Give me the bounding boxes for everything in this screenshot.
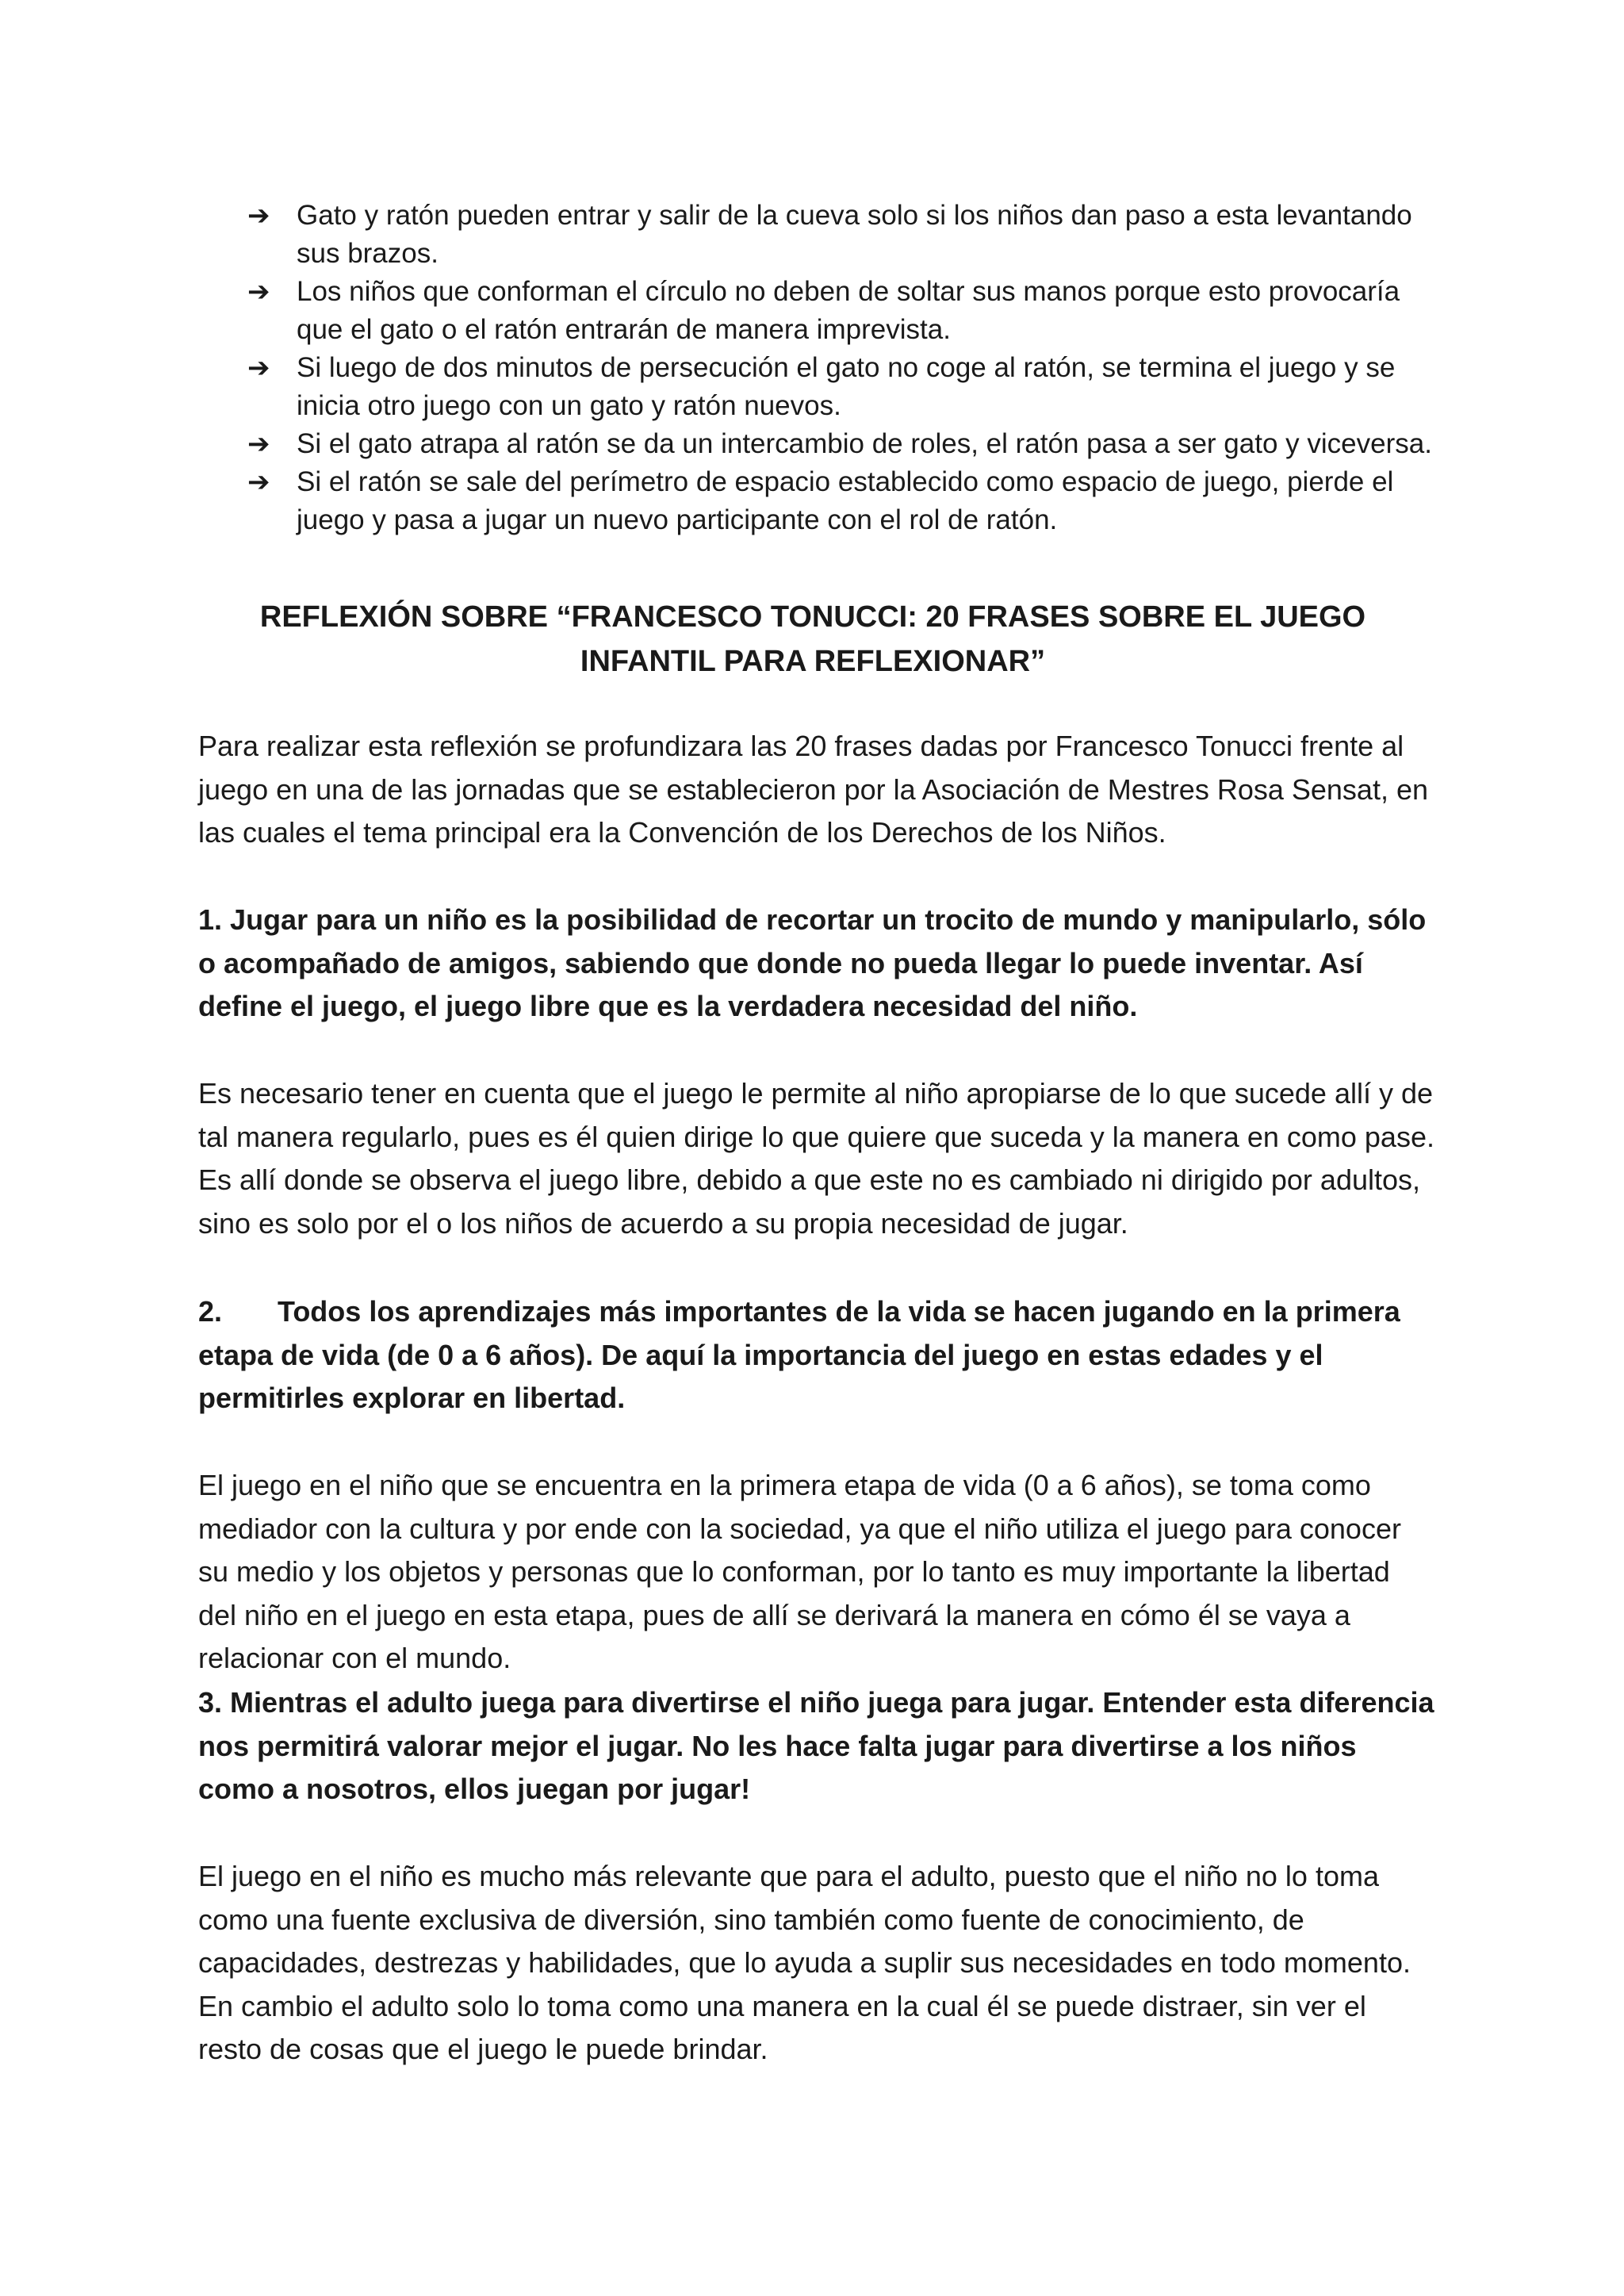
list-item-text: Si el ratón se sale del perímetro de espacio establecido como espacio de juego, pierde el juego y pasa a jugar un nuevo participante con el rol de ratón.	[297, 466, 1394, 535]
list-item	[238, 349, 1443, 425]
reflection-3: El juego en el niño es mucho más relevante que para el adulto, puesto que el niño no lo toma como una fuente exclusiva de diversión, sino también como fuente de conocimiento, de capacidades, destrezas y habilidades, que lo ayuda a suplir sus necesidades en todo momento. En cambio el adulto solo lo toma como una manera en la cual él se puede distraer, sin ver el resto de cosas que el juego le puede brindar.	[198, 1860, 1411, 2065]
quote-number: 2.	[198, 1295, 223, 1328]
reflection-2: El juego en el niño que se encuentra en la primera etapa de vida (0 a 6 años), se toma como mediador con la cultura y por ende con la sociedad, ya que el niño utiliza el juego para conocer su medio y los objetos y personas que lo conforman, por lo tanto es muy importante la libertad del niño en el juego en esta etapa, pues de allí se derivará la manera en cómo él se vaya a relacionar con el mundo.	[198, 1469, 1401, 1674]
list-item-text: Si luego de dos minutos de persecución el gato no coge al ratón, se termina el juego y se inicia otro juego con un gato y ratón nuevos.	[297, 352, 1396, 421]
list-item-text: Los niños que conforman el círculo no deben de soltar sus manos porque esto provocaría que el gato o el ratón entrarán de manera imprevista.	[297, 276, 1400, 345]
quote-text: Mientras el adulto juega para divertirse el niño juega para jugar. Entender esta diferencia nos permitirá valorar mejor el jugar. No les hace falta jugar para divertirse a los niños como a nosotros, ellos juegan por jugar!	[198, 1686, 1434, 1805]
quote-2	[198, 1290, 1435, 1420]
arrow-right-icon: ➔	[247, 429, 270, 459]
list-item-text: Gato y ratón pueden entrar y salir de la cueva solo si los niños dan paso a esta levantando sus brazos.	[297, 200, 1412, 269]
list-item	[238, 273, 1443, 349]
list-item	[238, 197, 1443, 273]
quote-text: Jugar para un niño es la posibilidad de recortar un trocito de mundo y manipularlo, sólo o acompañado de amigos, sabiendo que donde no pueda llegar lo puede inventar. Así define el juego, el juego libre que es la verdadera necesidad del niño.	[198, 903, 1427, 1022]
section-heading: REFLEXIÓN SOBRE “FRANCESCO TONUCCI: 20 FRASES SOBRE EL JUEGO INFANTIL PARA REFLEXIONAR”	[259, 600, 1366, 678]
intro-paragraph: Para realizar esta reflexión se profundizara las 20 frases dadas por Francesco Tonucci frente al juego en una de las jornadas que se establecieron por la Asociación de Mestres Rosa Sensat, en las cuales el tema principal era la Convención de los Derechos de los Niños.	[198, 730, 1428, 849]
reflection-1: Es necesario tener en cuenta que el juego le permite al niño apropiarse de lo que sucede allí y de tal manera regularlo, pues es él quien dirige lo que quiere que suceda y la manera en como pase. Es allí donde se observa el juego libre, debido a que este no es cambiado ni dirigido por adultos, sino es solo por el o los niños de acuerdo a su propia necesidad de jugar.	[198, 1077, 1434, 1240]
arrow-right-icon: ➔	[247, 201, 270, 231]
quote-number: 3.	[198, 1686, 223, 1719]
quote-number: 1.	[198, 903, 223, 936]
arrow-right-icon: ➔	[247, 467, 270, 497]
quote-1	[198, 899, 1435, 1029]
list-item-text: Si el gato atrapa al ratón se da un intercambio de roles, el ratón pasa a ser gato y viceversa.	[297, 428, 1432, 459]
quote-3	[198, 1681, 1435, 1811]
arrow-right-icon: ➔	[247, 277, 270, 307]
rules-list	[238, 197, 1443, 539]
list-item	[238, 425, 1443, 463]
list-item	[238, 463, 1443, 539]
arrow-right-icon: ➔	[247, 353, 270, 383]
quote-text: Todos los aprendizajes más importantes de la vida se hacen jugando en la primera etapa de vida (de 0 a 6 años). De aquí la importancia del juego en estas edades y el permitirles explorar en libertad.	[198, 1295, 1400, 1414]
